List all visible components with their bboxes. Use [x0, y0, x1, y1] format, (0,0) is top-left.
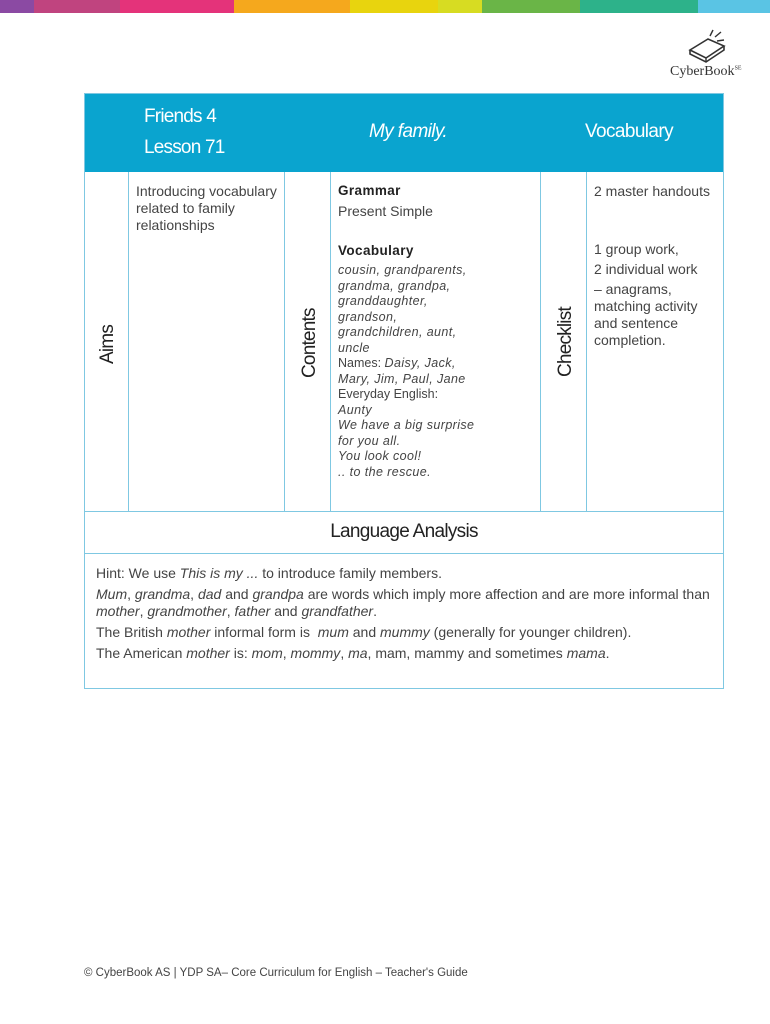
everyday-line: You look cool!	[338, 449, 422, 463]
color-stripe	[0, 0, 770, 13]
column-divider	[128, 172, 129, 511]
stripe-segment	[438, 0, 482, 13]
stripe-segment	[0, 0, 34, 13]
vocab-line: grandchildren, aunt,	[338, 325, 457, 339]
grammar-value: Present Simple	[338, 203, 433, 219]
column-divider	[540, 172, 541, 511]
stripe-segment	[482, 0, 580, 13]
lesson-number: Lesson 71	[144, 137, 225, 158]
everyday-line: for you all.	[338, 433, 401, 448]
vocab-line: grandson,	[338, 309, 398, 324]
checklist-item: 2 individual work	[594, 261, 698, 277]
stripe-segment	[120, 0, 234, 13]
vocab-line: cousin, grandparents,	[338, 263, 467, 277]
everyday-line: Aunty	[338, 402, 372, 417]
analysis-paragraph: Mum, grandma, dad and grandpa are words which imply more affection and are more informal than mother, grandmother, father and grandfather.	[96, 586, 710, 619]
analysis-paragraph: Hint: We use This is my ... to introduce family members.	[96, 565, 442, 581]
stripe-segment	[580, 0, 698, 13]
book-icon	[686, 28, 728, 64]
stripe-segment	[234, 0, 350, 13]
vocabulary-list	[338, 263, 538, 480]
names-label: Names:	[338, 356, 385, 370]
lesson-card	[84, 93, 724, 689]
row-divider	[85, 511, 723, 512]
vocab-line: granddaughter,	[338, 294, 428, 308]
logo-wordmark: CyberBook$^{SE}$	[670, 64, 742, 79]
names-line	[338, 356, 538, 372]
contents-label: Contents	[299, 308, 320, 378]
lesson-type: Vocabulary	[585, 121, 674, 142]
checklist-label: Checklist	[555, 307, 576, 377]
everyday-line: .. to the rescue.	[338, 464, 431, 479]
stripe-segment	[698, 0, 770, 13]
lesson-title: My family.	[369, 121, 448, 142]
names-value: Daisy, Jack,	[384, 356, 456, 370]
series-name: Friends 4	[144, 106, 217, 127]
checklist-item: 1 group work,	[594, 241, 679, 257]
cyberbook-logo	[664, 28, 756, 84]
aims-text: Introducing vocabulary related to family relationships	[136, 183, 277, 233]
vocab-line: uncle	[338, 340, 370, 355]
vocabulary-heading: Vocabulary	[338, 243, 414, 258]
column-divider	[330, 172, 331, 511]
checklist-group	[594, 241, 719, 349]
aims-label: Aims	[97, 324, 118, 364]
analysis-paragraph: The British mother informal form is mum and mummy (generally for younger children).	[96, 624, 632, 640]
names-line-2: Mary, Jim, Paul, Jane	[338, 371, 466, 386]
language-analysis-text	[96, 565, 716, 666]
checklist-item: – anagrams, matching activity and sentence completion.	[594, 281, 698, 348]
stripe-segment	[34, 0, 120, 13]
vocab-line: grandma, grandpa,	[338, 278, 451, 293]
row-divider	[85, 553, 723, 554]
lesson-header	[85, 94, 723, 172]
language-analysis-title: Language Analysis	[330, 521, 478, 542]
everyday-label: Everyday English:	[338, 387, 439, 401]
page-footer: © CyberBook AS | YDP SA– Core Curriculum for English – Teacher's Guide	[84, 967, 468, 979]
stripe-segment	[350, 0, 438, 13]
column-divider	[284, 172, 285, 511]
grammar-heading: Grammar	[338, 183, 401, 198]
checklist-item: 2 master handouts	[594, 183, 710, 199]
everyday-line: We have a big surprise	[338, 418, 475, 432]
column-divider	[586, 172, 587, 511]
analysis-paragraph: The American mother is: mom, mommy, ma, mam, mammy and sometimes mama.	[96, 645, 610, 661]
